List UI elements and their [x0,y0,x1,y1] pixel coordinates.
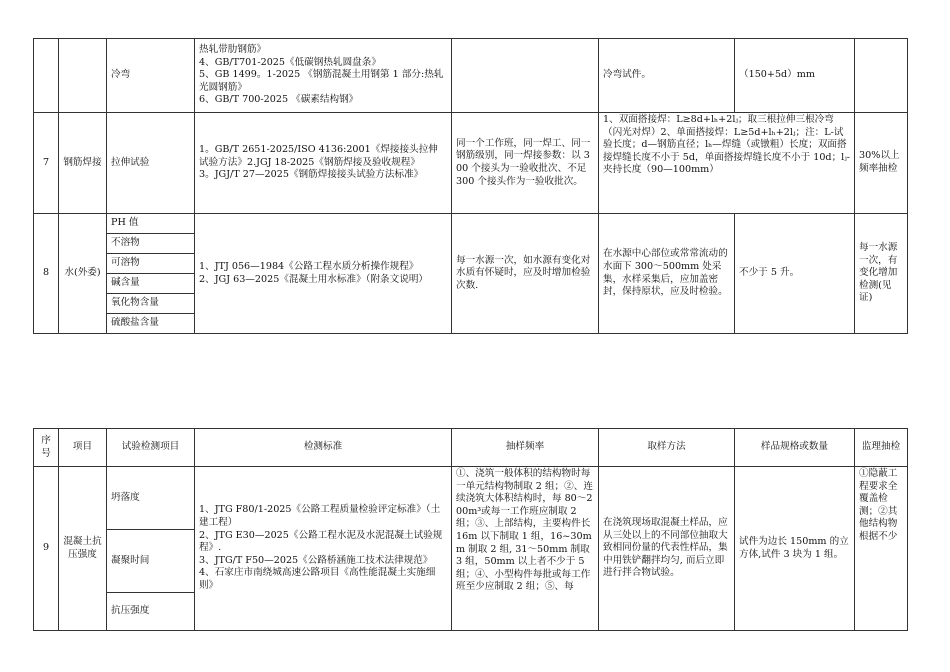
supervision-check [855,39,908,113]
test-standard: 1。GB/T 2651-2025/ISO 4136:2001《焊接接头拉伸试验方法》2.JGJ 18-2025《钢筋焊接及验收规程》 3。JGJ/T 27—2025《钢筋焊接接头试验方法标准》 [195,113,452,214]
header-item: 项目 [59,429,107,467]
supervision-check: ①隐蔽工程要求全覆盖检测；②其他结构物根据不少 [855,467,908,631]
sampling-method: 冷弯试件。 [599,39,735,113]
test-table-bottom [33,428,908,631]
item-name: 水(外委) [59,214,107,334]
row-water [34,214,908,234]
sampling-frequency: 同一个工作班，同一焊工、同一钢筋级别，同一焊接参数：以 300 个接头为一验收批次、不足 300 个接头作为一验收批次。 [452,113,599,214]
row-cold-bend [34,39,908,113]
test-item: 可溶物 [107,254,195,274]
header-sample: 样品规格或数量 [735,429,855,467]
sample-spec: （150+5d）mm [735,39,855,113]
row-weld [34,113,908,214]
header-supervision: 监理抽检 [855,429,908,467]
row-number [34,39,59,113]
test-item: 冷弯 [107,39,195,113]
supervision-check: 30%以上频率抽检 [855,113,908,214]
test-item: 氧化物含量 [107,294,195,314]
header-standard: 检测标准 [195,429,452,467]
sampling-method: 1、双面搭接焊：L≥8d+lₕ+2lⱼ；取三根拉伸三根冷弯（闪光对焊）2、单面搭接焊：L≥5d+lₕ+2lⱼ；注：L-试验长度；d—钢筋直径；lₕ—焊缝（或镦粗）长度；双面搭接焊缝长度不小于 5d，单面搭接焊缝长度不小于 10d；lⱼ-夹持长度（90—100mm） [599,113,855,214]
sampling-frequency: ①、浇筑一般体积的结构物时每一单元结构物制取 2 组；②、连续浇筑大体积结构时，每 80～200m³或每一工作班应制取 2 组；③、上部结构，主要构件长 16m 以下制取 1 组，16~30mm 制取 2 组, 31～50mm 制取 3 组，50mm 以上者不少于 5 组；④、小型构件每批或每工作班至少应制取 2 组；⑤、每 [452,467,599,631]
item-name [59,39,107,113]
sampling-frequency [452,39,599,113]
test-item: 不溶物 [107,234,195,254]
header-test-item: 试验检测项目 [107,429,195,467]
row-number: 7 [34,113,59,214]
test-table-top [33,38,908,334]
header-method: 取样方法 [599,429,735,467]
test-item: 硫酸盐含量 [107,314,195,334]
item-name: 混凝土抗压强度 [59,467,107,631]
test-standard: 热轧带肋钢筋》 4、GB/T701-2025《低碳钢热轧圆盘条》 5、GB 1499。1-2025 《钢筋混凝土用钢第 1 部分:热轧光圆钢筋》 6、GB/T 700-2025 《碳素结构钢》 [195,39,452,113]
sampling-method: 在水源中心部位或常常流动的水面下 300～500mm 处采集，水样采集后，应加盖密封，保持原状，应及时检验。 [599,214,735,334]
sample-spec: 试件为边长 150mm 的立方体,试件 3 块为 1 组。 [735,467,855,631]
test-item: 坍落度 [107,467,195,530]
sample-spec: 不少于 5 升。 [735,214,855,334]
row-number: 9 [34,467,59,631]
test-item: 抗压强度 [107,593,195,631]
sampling-frequency: 每一水源一次，如水源有变化对水质有怀疑时，应及时增加检验次数. [452,214,599,334]
row-number: 8 [34,214,59,334]
test-standard: 1、JTJ 056—1984《公路工程水质分析操作规程》 2、JGJ 63—2025《混凝土用水标准》（附条文说明） [195,214,452,334]
header-no: 序号 [34,429,59,467]
row-concrete [34,467,908,530]
test-standard: 1、JTG F80/1-2025《公路工程质量检验评定标准》（土建工程） 2、JTG E30—2025《公路工程水泥及水泥混凝土试验规程》. 3、JTG/T F50—2025《公路桥涵施工技术法律规范》 4、石家庄市南绕城高速公路项目《高性能混凝土实施细则》 [195,467,452,631]
table-header-row [34,429,908,467]
test-item: 碱含量 [107,274,195,294]
test-item: 凝聚时间 [107,530,195,593]
test-item: PH 值 [107,214,195,234]
header-frequency: 抽样频率 [452,429,599,467]
item-name: 钢筋焊接 [59,113,107,214]
test-item: 拉伸试验 [107,113,195,214]
supervision-check: 每一水源一次，有变化增加检测(见证) [855,214,908,334]
sampling-method: 在浇筑现场取混凝土样品，应从三处以上的不同部位抽取大致相同份量的代表性样品，集中用铁铲翻拌均匀, 而后立即进行拌合物试验。 [599,467,735,631]
